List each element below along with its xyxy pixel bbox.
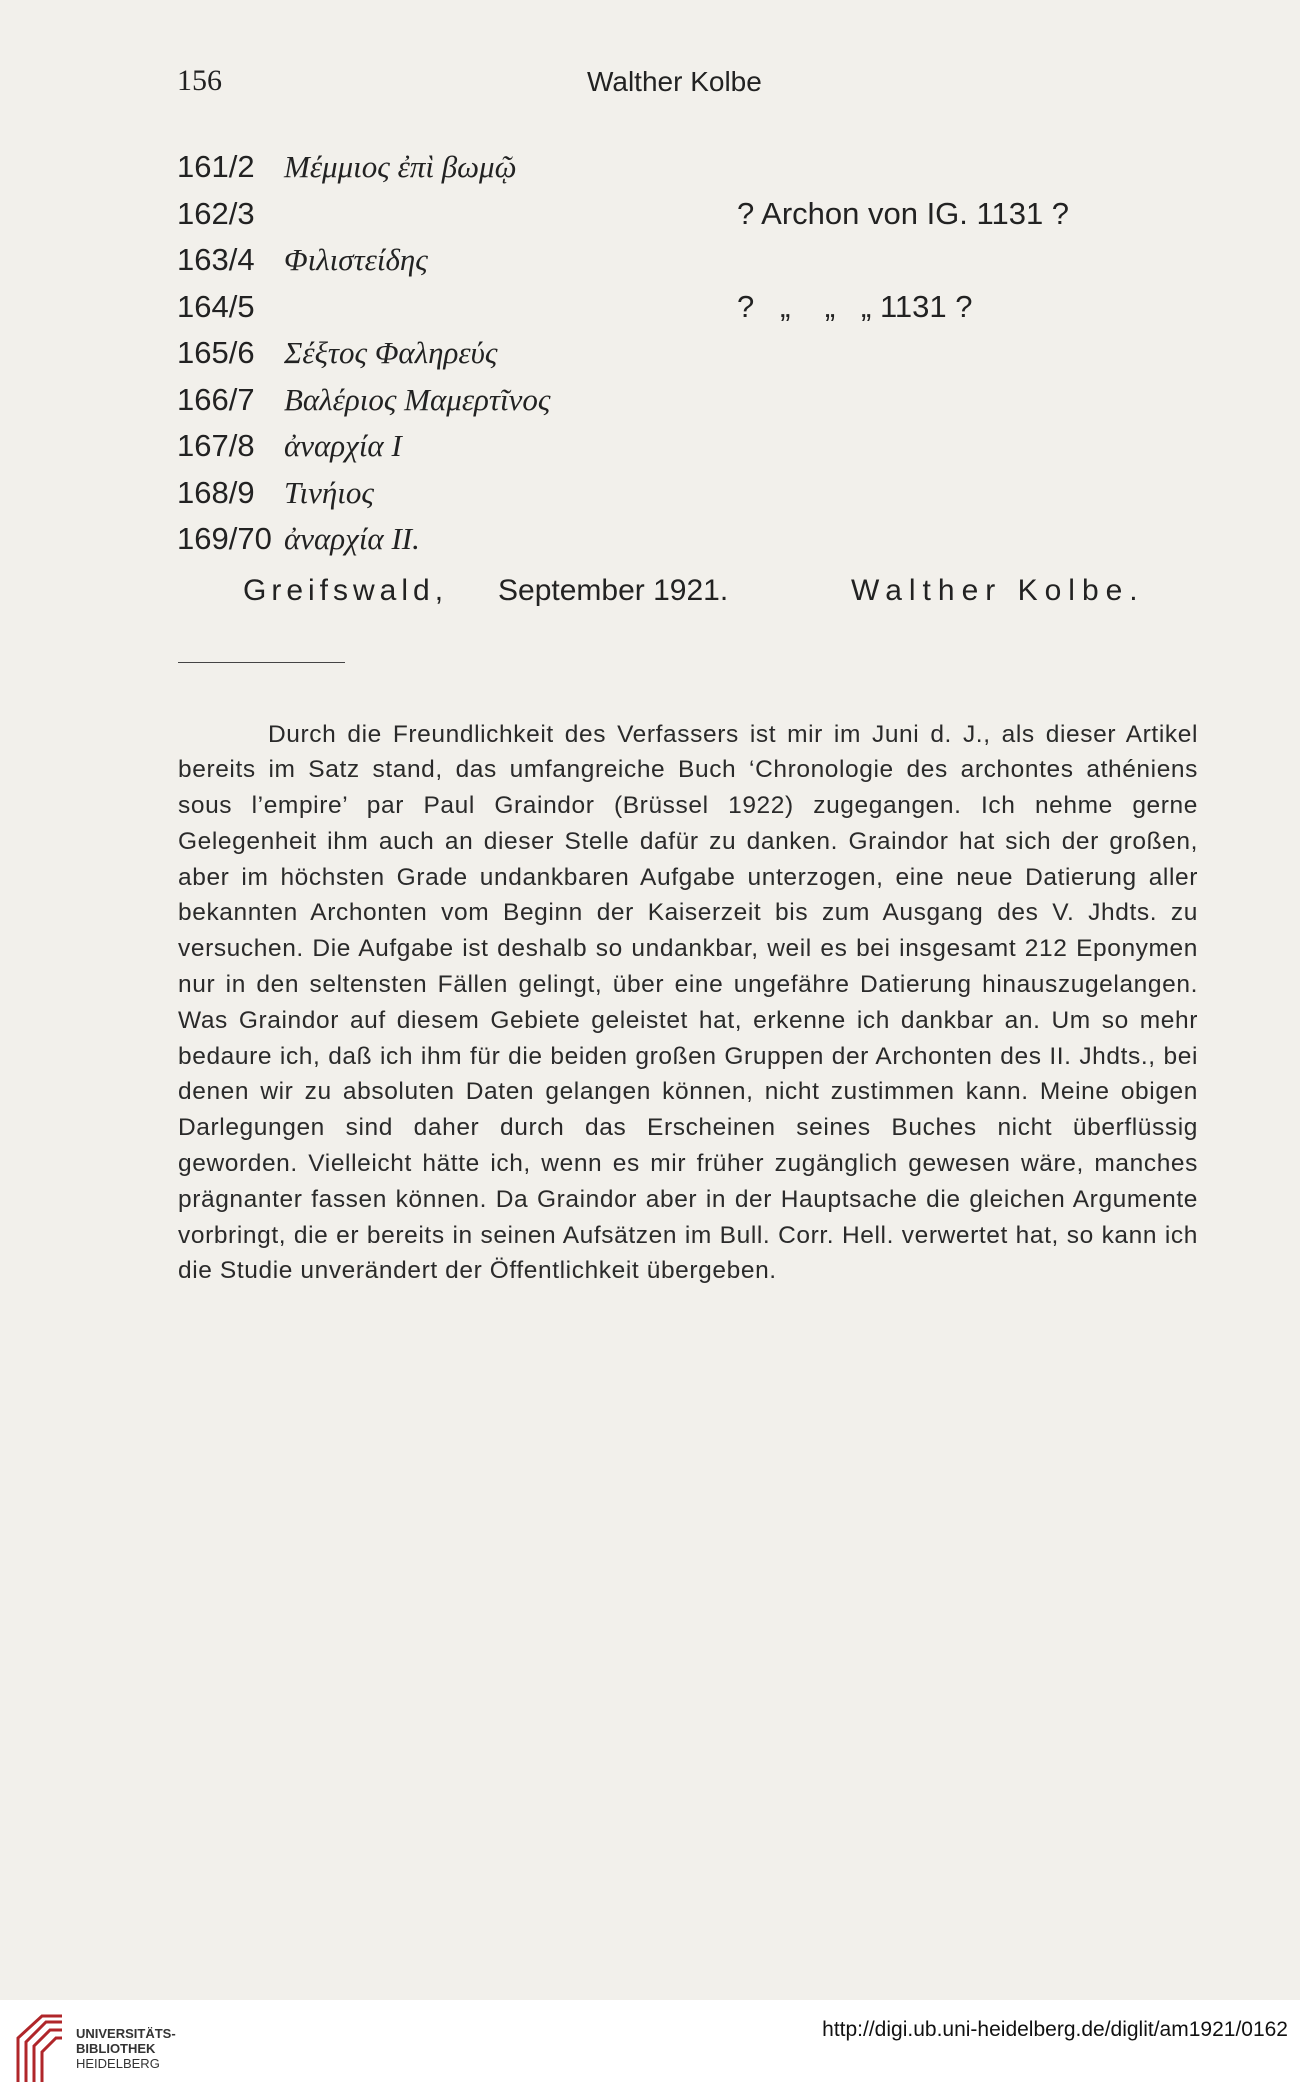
archon-name: ἀναρχία I	[284, 428, 402, 463]
archon-year: 164/5	[177, 288, 255, 324]
page-number: 156	[177, 64, 222, 97]
signature-place: Greifswald,	[243, 574, 449, 607]
library-name-line: BIBLIOTHEK	[76, 2041, 156, 2056]
archon-year: 168/9	[177, 474, 255, 510]
archon-year: 163/4	[177, 242, 255, 277]
running-head: Walther Kolbe	[587, 66, 762, 97]
source-url-link[interactable]: http://digi.ub.uni-heidelberg.de/diglit/am1921/0162	[822, 2018, 1288, 2041]
archon-year: 162/3	[177, 195, 255, 231]
footnote-divider	[178, 662, 345, 663]
library-name	[76, 2026, 176, 2071]
archon-row	[177, 470, 1227, 517]
archon-name: Τινήιος	[284, 474, 374, 510]
archon-row	[177, 284, 1227, 331]
archon-row	[177, 377, 1227, 424]
archon-list	[177, 144, 1227, 563]
digitization-footer	[0, 2000, 1300, 2096]
archon-row	[177, 237, 1227, 284]
archon-row	[177, 423, 1227, 470]
archon-year: 165/6	[177, 335, 255, 370]
archon-year: 169/70	[177, 521, 272, 556]
library-logo-icon	[12, 2008, 68, 2086]
addendum-paragraph: Durch die Freundlichkeit des Verfassers ist mir im Juni d. J., als dieser Artikel bereits im Satz stand, das umfangreiche Buch ‘Chronologie des archontes athéniens sous l’empire’ par Paul Graindor (Brüssel 1922) zugegangen. Ich nehme gerne Gelegenheit ihm auch an dieser Stelle dafür zu danken. Graindor hat sich der großen, aber im höchsten Grade undankbaren Aufgabe unterzogen, eine neue Datierung aller bekannten Archonten vom Beginn der Kaiserzeit bis zum Ausgang des V. Jhdts. zu versuchen. Die Aufgabe ist deshalb so undankbar, weil es bei insgesamt 212 Eponymen nur in den seltensten Fällen gelingt, über eine ungefähre Datierung hinauszugelangen. Was Graindor auf diesem Gebiete geleistet hat, erkenne ich dankbar an. Um so mehr bedaure ich, daß ich ihm für die beiden großen Gruppen der Archonten des II. Jhdts., bei denen wir zu absoluten Daten gelangen können, nicht zustimmen kann. Meine obigen Darlegungen sind daher durch das Erscheinen seines Buches nicht überflüssig geworden. Vielleicht hätte ich, wenn es mir früher zugänglich gewesen wäre, manches prägnanter fassen können. Da Graindor aber in der Hauptsache die gleichen Argumente vorbringt, die er bereits in seinen Aufsätzen im Bull. Corr. Hell. verwertet hat, so kann ich die Studie unverändert der Öffentlichkeit übergeben.	[178, 720, 1198, 1285]
archon-name: Βαλέριος Μαμερτῖνος	[284, 381, 551, 417]
archon-row	[177, 144, 1227, 191]
library-name-line: UNIVERSITÄTS-	[76, 2026, 176, 2041]
signature-date: September 1921.	[498, 574, 729, 607]
archon-name: ἀναρχία II.	[284, 521, 420, 556]
archon-year: 167/8	[177, 428, 255, 463]
library-name-line: HEIDELBERG	[76, 2056, 160, 2071]
archon-row	[177, 330, 1227, 377]
archon-year: 161/2	[177, 149, 255, 184]
archon-year: 166/7	[177, 381, 255, 417]
archon-row	[177, 191, 1227, 238]
signature-author: Walther Kolbe.	[851, 574, 1145, 607]
archon-name: Φιλιστείδης	[284, 242, 428, 277]
archon-name: Σέξτος Φαληρεύς	[284, 335, 498, 370]
archon-row	[177, 516, 1227, 563]
archon-note: ? Archon von IG. 1131 ?	[737, 195, 1070, 231]
archon-name: Μέμμιος ἐπὶ βωμῷ	[284, 149, 517, 184]
archon-note: ? „ „ „ 1131 ?	[737, 288, 973, 324]
